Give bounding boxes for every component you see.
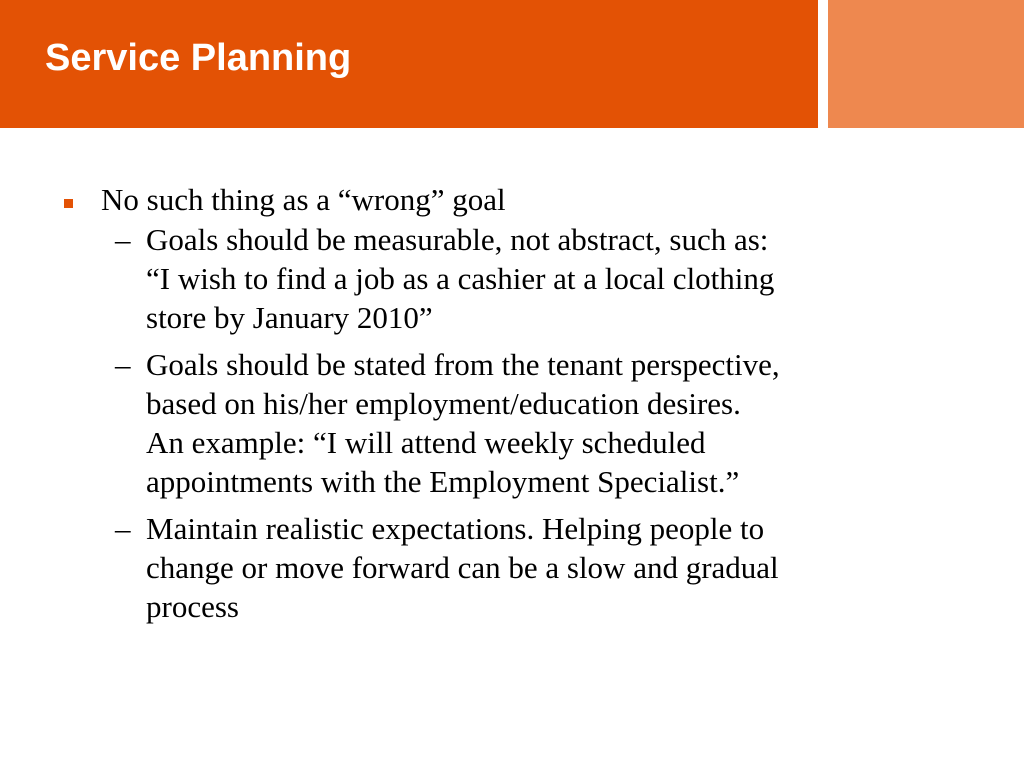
dash-bullet-icon: – (115, 347, 131, 382)
sub-bullet-line: store by January 2010” (146, 300, 433, 335)
sub-bullet-item (0, 220, 1024, 337)
square-bullet-icon (64, 199, 73, 208)
sub-bullet-line: change or move forward can be a slow and gradual (146, 550, 779, 585)
sub-bullet-line: appointments with the Employment Specialist.” (146, 464, 740, 499)
dash-bullet-icon: – (115, 222, 131, 257)
sub-bullet-line: “I wish to find a job as a cashier at a local clothing (146, 261, 775, 296)
title-bar-divider (818, 0, 828, 128)
sub-bullet-line: Maintain realistic expectations. Helping people to (146, 511, 765, 546)
sub-bullet-line: An example: “I will attend weekly scheduled (146, 425, 706, 460)
title-bar (0, 0, 818, 128)
sub-bullet-line: Goals should be measurable, not abstract, such as: (146, 222, 769, 257)
sub-bullet-item (0, 509, 1024, 626)
sub-bullet-line: process (146, 589, 239, 624)
bullet-item (0, 180, 1024, 220)
dash-bullet-icon: – (115, 511, 131, 546)
sub-bullet-list (0, 220, 1024, 626)
sub-bullet-item (0, 345, 1024, 501)
bullet-text: No such thing as a “wrong” goal (101, 182, 506, 217)
slide-title: Service Planning (45, 37, 352, 79)
slide-body (0, 180, 1024, 634)
sub-bullet-line: based on his/her employment/education desires. (146, 386, 741, 421)
title-accent-block (828, 0, 1024, 128)
sub-bullet-line: Goals should be stated from the tenant perspective, (146, 347, 780, 382)
